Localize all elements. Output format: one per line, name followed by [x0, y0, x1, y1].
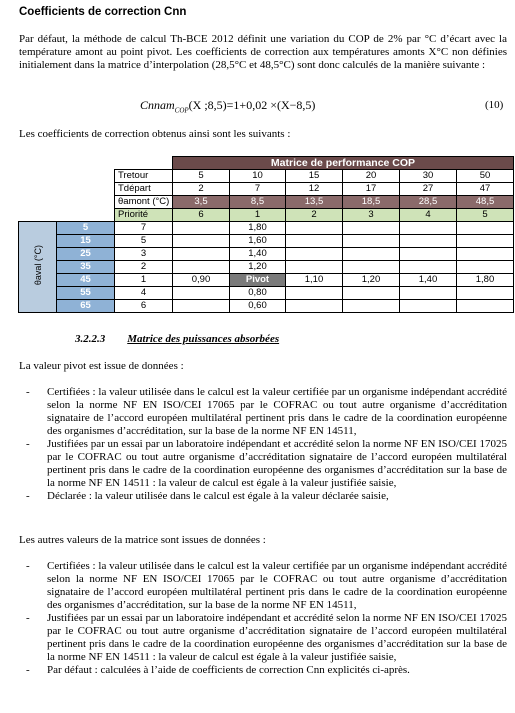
priority-value: 7 [115, 222, 173, 235]
table-cell [457, 222, 514, 235]
priority-value: 1 [115, 274, 173, 287]
table-cell [286, 222, 343, 235]
table-cell: 1 [230, 209, 286, 222]
intro-paragraph: Par défaut, la méthode de calcul Th-BCE 2012 définit une variation du COP de 2% par °C d’écart avec la température amont au point pivot. Les coefficients de correction aux températures amonts X°C non définies initialement dans la matrice d’interpolation (28,5°C et 48,5°C) sont donc calculés de la manière suivante : [19, 33, 507, 71]
table-cell [286, 300, 343, 313]
theta-aval-label-cell [19, 222, 57, 313]
table-cell: 2 [286, 209, 343, 222]
table-cell: 1,20 [230, 261, 286, 274]
table-cell [173, 261, 230, 274]
table-cell: 5 [457, 209, 514, 222]
table-cell: 1,80 [457, 274, 514, 287]
matrix-title: Matrice de performance COP [173, 157, 514, 170]
table-cell: 4 [400, 209, 457, 222]
pivot-source-list [19, 386, 507, 503]
theta-aval-label: θaval (°C) [32, 244, 43, 286]
table-cell: 0,60 [230, 300, 286, 313]
y-value: 15 [57, 235, 115, 248]
table-cell [286, 287, 343, 300]
after-formula-paragraph: Les coefficients de correction obtenus ainsi sont les suivants : [19, 128, 291, 140]
table-cell [173, 300, 230, 313]
list-item: - Certifiées : la valeur utilisée dans le calcul est la valeur certifiée par un organisme indépendant accrédité selon la norme NF EN ISO/CEI 17065 par le COFRAC ou tout autre organisme d’accréditation signataire de l’accord européen multilatéral pertinent pris dans le cadre de la coordination européenne des organismes d’accréditation, sur la base de la norme NF EN 14511, [26, 386, 507, 437]
table-cell: 47 [457, 183, 514, 196]
table-cell [343, 300, 400, 313]
table-cell: 2 [173, 183, 230, 196]
row-label-priorite: Priorité [115, 209, 173, 222]
table-cell [173, 248, 230, 261]
section-heading: Coefficients de correction Cnn [19, 6, 187, 18]
list-item: - Certifiées : la valeur utilisée dans le calcul est la valeur certifiée par un organisme indépendant accrédité selon la norme NF EN ISO/CEI 17065 par le COFRAC ou tout autre organisme d’accréditation signataire de l’accord européen multilatéral pertinent pris dans le cadre de la coordination européenne des organismes d’accréditation, sur la base de la norme NF EN 14511, [26, 560, 507, 611]
table-cell [286, 235, 343, 248]
table-cell: 1,10 [286, 274, 343, 287]
y-value: 25 [57, 248, 115, 261]
table-cell: 17 [343, 183, 400, 196]
table-cell: 18,5 [343, 196, 400, 209]
row-label-tretour: Tretour [115, 170, 173, 183]
table-cell [173, 287, 230, 300]
table-cell: 7 [230, 183, 286, 196]
table-cell: 1,80 [230, 222, 286, 235]
table-cell [400, 261, 457, 274]
subsection-title: Matrice des puissances absorbées [127, 333, 280, 345]
formula-lhs: Cnnam [140, 98, 175, 112]
table-cell [343, 287, 400, 300]
performance-matrix-table [18, 156, 514, 313]
formula-rhs: (X ;8,5)=1+0,02 ×(X−8,5) [188, 98, 316, 112]
other-values-source-list [19, 560, 507, 677]
priority-value: 2 [115, 261, 173, 274]
list-item: - Par défaut : calculées à l’aide de coefficients de correction Cnn explicités ci-après. [26, 664, 410, 676]
list-item: - Justifiées par un essai par un laboratoire indépendant et accrédité selon la norme NF EN ISO/CEI 17025 par le COFRAC ou tout autre organisme d’accréditation signataire de l’accord européen multilatéral pertinent pris dans le cadre de la coordination européenne des organismes d’accréditation sur la base de la norme NF EN 14511 : la valeur de calcul est égale à la valeur justifiée saisie, [26, 438, 507, 489]
table-cell [400, 235, 457, 248]
row-label-theta-amont: θamont (°C) [115, 196, 173, 209]
subsection-heading [75, 333, 279, 345]
table-cell [286, 248, 343, 261]
table-cell [457, 248, 514, 261]
equation-number: (10) [485, 99, 504, 111]
table-cell: 28,5 [400, 196, 457, 209]
table-cell [173, 235, 230, 248]
y-value: 45 [57, 274, 115, 287]
table-cell: 1,60 [230, 235, 286, 248]
table-cell: 1,40 [230, 248, 286, 261]
pivot-cell: Pivot [230, 274, 286, 287]
table-cell: 0,80 [230, 287, 286, 300]
pivot-intro: La valeur pivot est issue de données : [19, 360, 184, 372]
y-value: 65 [57, 300, 115, 313]
table-cell: 3 [343, 209, 400, 222]
table-cell [457, 261, 514, 274]
priority-value: 3 [115, 248, 173, 261]
table-cell: 48,5 [457, 196, 514, 209]
table-cell [286, 261, 343, 274]
table-cell [457, 300, 514, 313]
table-cell [400, 248, 457, 261]
table-cell: 10 [230, 170, 286, 183]
others-intro: Les autres valeurs de la matrice sont issues de données : [19, 534, 266, 546]
table-cell: 1,20 [343, 274, 400, 287]
list-item: - Justifiées par un essai par un laboratoire indépendant et accrédité selon la norme NF EN ISO/CEI 17025 par le COFRAC ou tout autre organisme d’accréditation signataire de l’accord européen multilatéral pertinent pris dans le cadre de la coordination européenne des organismes d’accréditation sur la base de la norme NF EN 14511 : la valeur de calcul est égale à la valeur justifiée saisie, [26, 612, 507, 663]
row-label-tdepart: Tdépart [115, 183, 173, 196]
table-cell: 6 [173, 209, 230, 222]
table-cell: 1,40 [400, 274, 457, 287]
table-cell [457, 235, 514, 248]
table-cell [400, 300, 457, 313]
priority-value: 4 [115, 287, 173, 300]
y-value: 55 [57, 287, 115, 300]
table-cell [400, 287, 457, 300]
table-cell: 13,5 [286, 196, 343, 209]
subsection-number: 3.2.2.3 [75, 333, 106, 345]
formula [140, 98, 315, 114]
table-cell [343, 248, 400, 261]
table-cell: 50 [457, 170, 514, 183]
table-cell [457, 287, 514, 300]
table-cell: 0,90 [173, 274, 230, 287]
priority-value: 6 [115, 300, 173, 313]
table-cell: 15 [286, 170, 343, 183]
table-cell: 30 [400, 170, 457, 183]
formula-sub: COP [174, 106, 189, 115]
table-cell: 20 [343, 170, 400, 183]
table-cell: 5 [173, 170, 230, 183]
priority-value: 5 [115, 235, 173, 248]
table-cell [173, 222, 230, 235]
table-cell [400, 222, 457, 235]
list-item: - Déclarée : la valeur utilisée dans le calcul est égale à la valeur déclarée saisie, [26, 490, 389, 502]
y-value: 35 [57, 261, 115, 274]
table-cell: 27 [400, 183, 457, 196]
y-value: 5 [57, 222, 115, 235]
table-cell: 8,5 [230, 196, 286, 209]
table-cell [343, 235, 400, 248]
table-cell [343, 222, 400, 235]
table-cell: 12 [286, 183, 343, 196]
table-cell: 3,5 [173, 196, 230, 209]
table-cell [343, 261, 400, 274]
